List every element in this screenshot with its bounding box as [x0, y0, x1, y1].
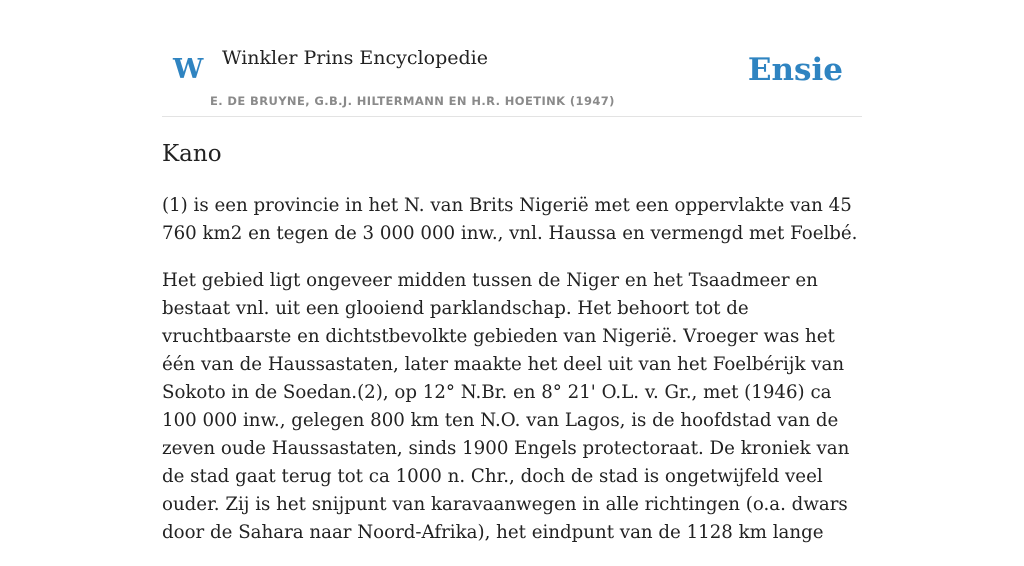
authors-subtitle: E. DE BRUYNE, G.B.J. HILTERMANN EN H.R. HOETINK (1947)	[210, 94, 615, 108]
site-title[interactable]: Winkler Prins Encyclopedie	[222, 47, 488, 69]
site-header	[162, 0, 862, 117]
article-paragraph: Het gebied ligt ongeveer midden tussen de Niger en het Tsaadmeer en bestaat vnl. uit een glooiend parklandschap. Het behoort tot de vruchtbaarste en dichtstbevolkte gebieden van Nigerië. Vroeger was het één van de Haussastaten, later maakte het deel uit van het Foelbérijk van Sokoto in de Soedan.(2), op 12° N.Br. en 8° 21' O.L. v. Gr., met (1946) ca 100 000 inw., gelegen 800 km ten N.O. van Lagos, is de hoofdstad van de zeven oude Haussastaten, sinds 1900 Engels protectoraat. De kroniek van de stad gaat terug tot ca 1000 n. Chr., doch de stad is ongetwijfeld veel ouder. Zij is het snijpunt van karavaanwegen in alle richtingen (o.a. dwars door de Sahara naar Noord-Afrika), het eindpunt van de 1128 km lange	[162, 270, 850, 543]
article-body	[162, 192, 862, 566]
wp-logo[interactable]: W	[173, 54, 204, 85]
ensie-logo[interactable]: Ensie	[747, 52, 843, 88]
article-title: Kano	[162, 141, 222, 167]
page	[162, 0, 862, 543]
article-paragraph: (1) is een provincie in het N. van Brits Nigerië met een oppervlakte van 45 760 km2 en tegen de 3 000 000 inw., vnl. Haussa en vermengd met Foelbé.	[162, 195, 858, 244]
